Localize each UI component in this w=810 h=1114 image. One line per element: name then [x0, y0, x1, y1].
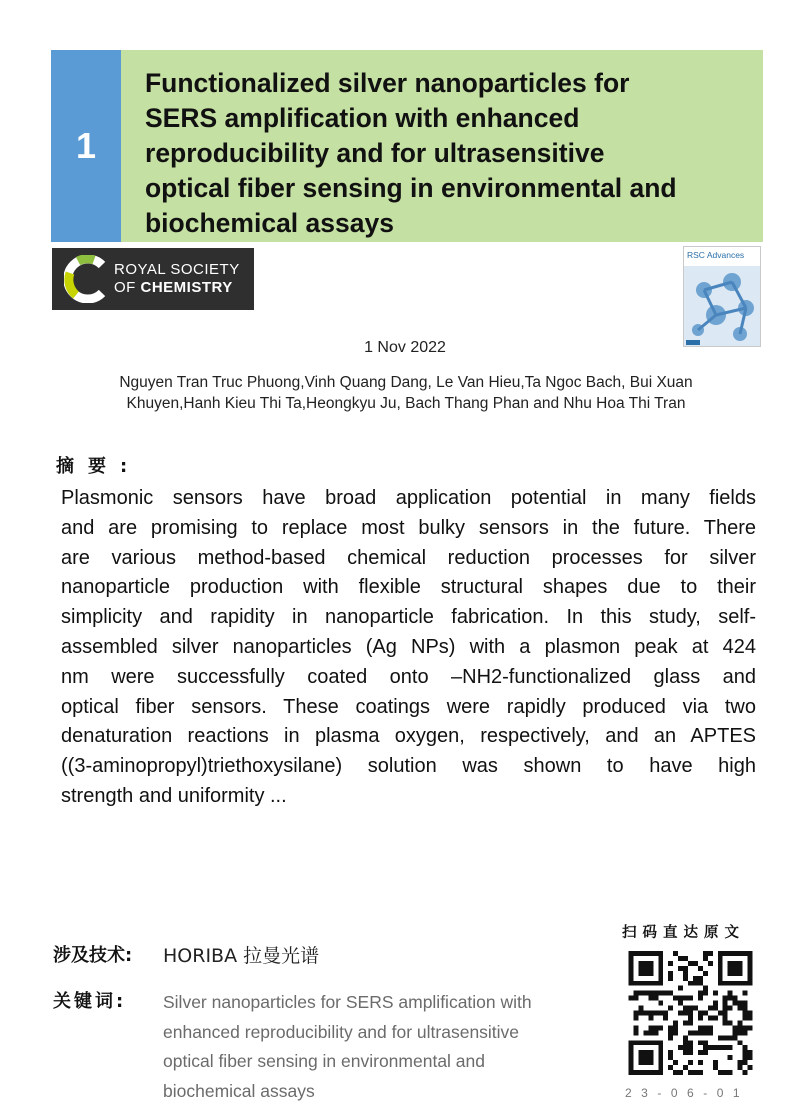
rsc-wordmark: [114, 261, 240, 297]
abstract-line: denaturation reactions in plasma oxygen, respectively, and an APTES: [61, 725, 756, 748]
rsc-logo: [52, 248, 254, 310]
title-line: reproducibility and for ultrasensitive: [145, 138, 605, 168]
keywords-line: biochemical assays: [163, 1080, 315, 1101]
abstract-line: assembled silver nanoparticles (Ag NPs) with a plasmon peak at 424: [61, 635, 756, 658]
keywords-label: 关键词:: [53, 991, 127, 1012]
abstract-line: strength and uniformity ...: [61, 784, 287, 807]
title-line: optical fiber sensing in environmental and: [145, 173, 677, 203]
authors: [70, 372, 742, 414]
keywords-line: enhanced reproducibility and for ultrasensitive: [163, 1021, 520, 1042]
technology-label: 涉及技术:: [53, 945, 133, 966]
header-band: [51, 50, 763, 242]
publication-date: 1 Nov 2022: [364, 339, 446, 356]
journal-cover-title: RSC Advances: [687, 250, 745, 260]
article-number: 1: [51, 50, 121, 242]
keywords-line: Silver nanoparticles for SERS amplification with: [163, 992, 532, 1012]
title-line: biochemical assays: [145, 208, 394, 238]
abstract-line: nm were successfully coated onto –NH2-functionalized glass and: [61, 665, 756, 688]
rsc-line1: ROYAL SOCIETY: [114, 261, 240, 278]
keywords-value: [163, 988, 603, 1106]
qr-date: 23-06-01: [625, 1086, 750, 1100]
qr-code-icon[interactable]: [628, 951, 753, 1075]
abstract-line: are various method-based chemical reduction processes for silver: [61, 546, 756, 569]
rsc-line2-bold: CHEMISTRY: [140, 279, 233, 296]
title-line: SERS amplification with enhanced: [145, 103, 580, 133]
authors-line: Nguyen Tran Truc Phuong,Vinh Quang Dang, Le Van Hieu,Ta Ngoc Bach, Bui Xuan: [119, 374, 693, 391]
keywords-line: optical fiber sensing in environmental and: [163, 1051, 485, 1071]
abstract-line: and are promising to replace most bulky sensors in the future. There: [61, 516, 756, 539]
abstract-line: optical fiber sensors. These coatings were rapidly produced via two: [61, 695, 756, 718]
abstract-line: Plasmonic sensors have broad application potential in many fields: [61, 487, 756, 509]
rsc-line2-prefix: OF: [114, 279, 141, 296]
article-title: [121, 50, 763, 242]
rsc-line2: [114, 279, 240, 297]
technology-value: HORIBA 拉曼光谱: [163, 945, 320, 967]
qr-label: 扫码直达原文: [622, 925, 745, 941]
journal-cover-image: [683, 246, 761, 347]
molecule-illustration-icon: [684, 260, 761, 347]
abstract-line: ((3-aminopropyl)triethoxysilane) solution was shown to have high: [61, 755, 756, 778]
abstract-line: simplicity and rapidity in nanoparticle fabrication. In this study, self-: [61, 606, 756, 629]
title-line: Functionalized silver nanoparticles for: [145, 68, 630, 98]
rsc-c-logo-icon: [64, 255, 108, 303]
abstract-label: 摘要:: [56, 456, 142, 477]
abstract-line: nanoparticle production with flexible structural shapes due to their: [61, 576, 756, 599]
abstract-body: [61, 484, 756, 812]
authors-line: Khuyen,Hanh Kieu Thi Ta,Heongkyu Ju, Bach Thang Phan and Nhu Hoa Thi Tran: [126, 395, 686, 412]
